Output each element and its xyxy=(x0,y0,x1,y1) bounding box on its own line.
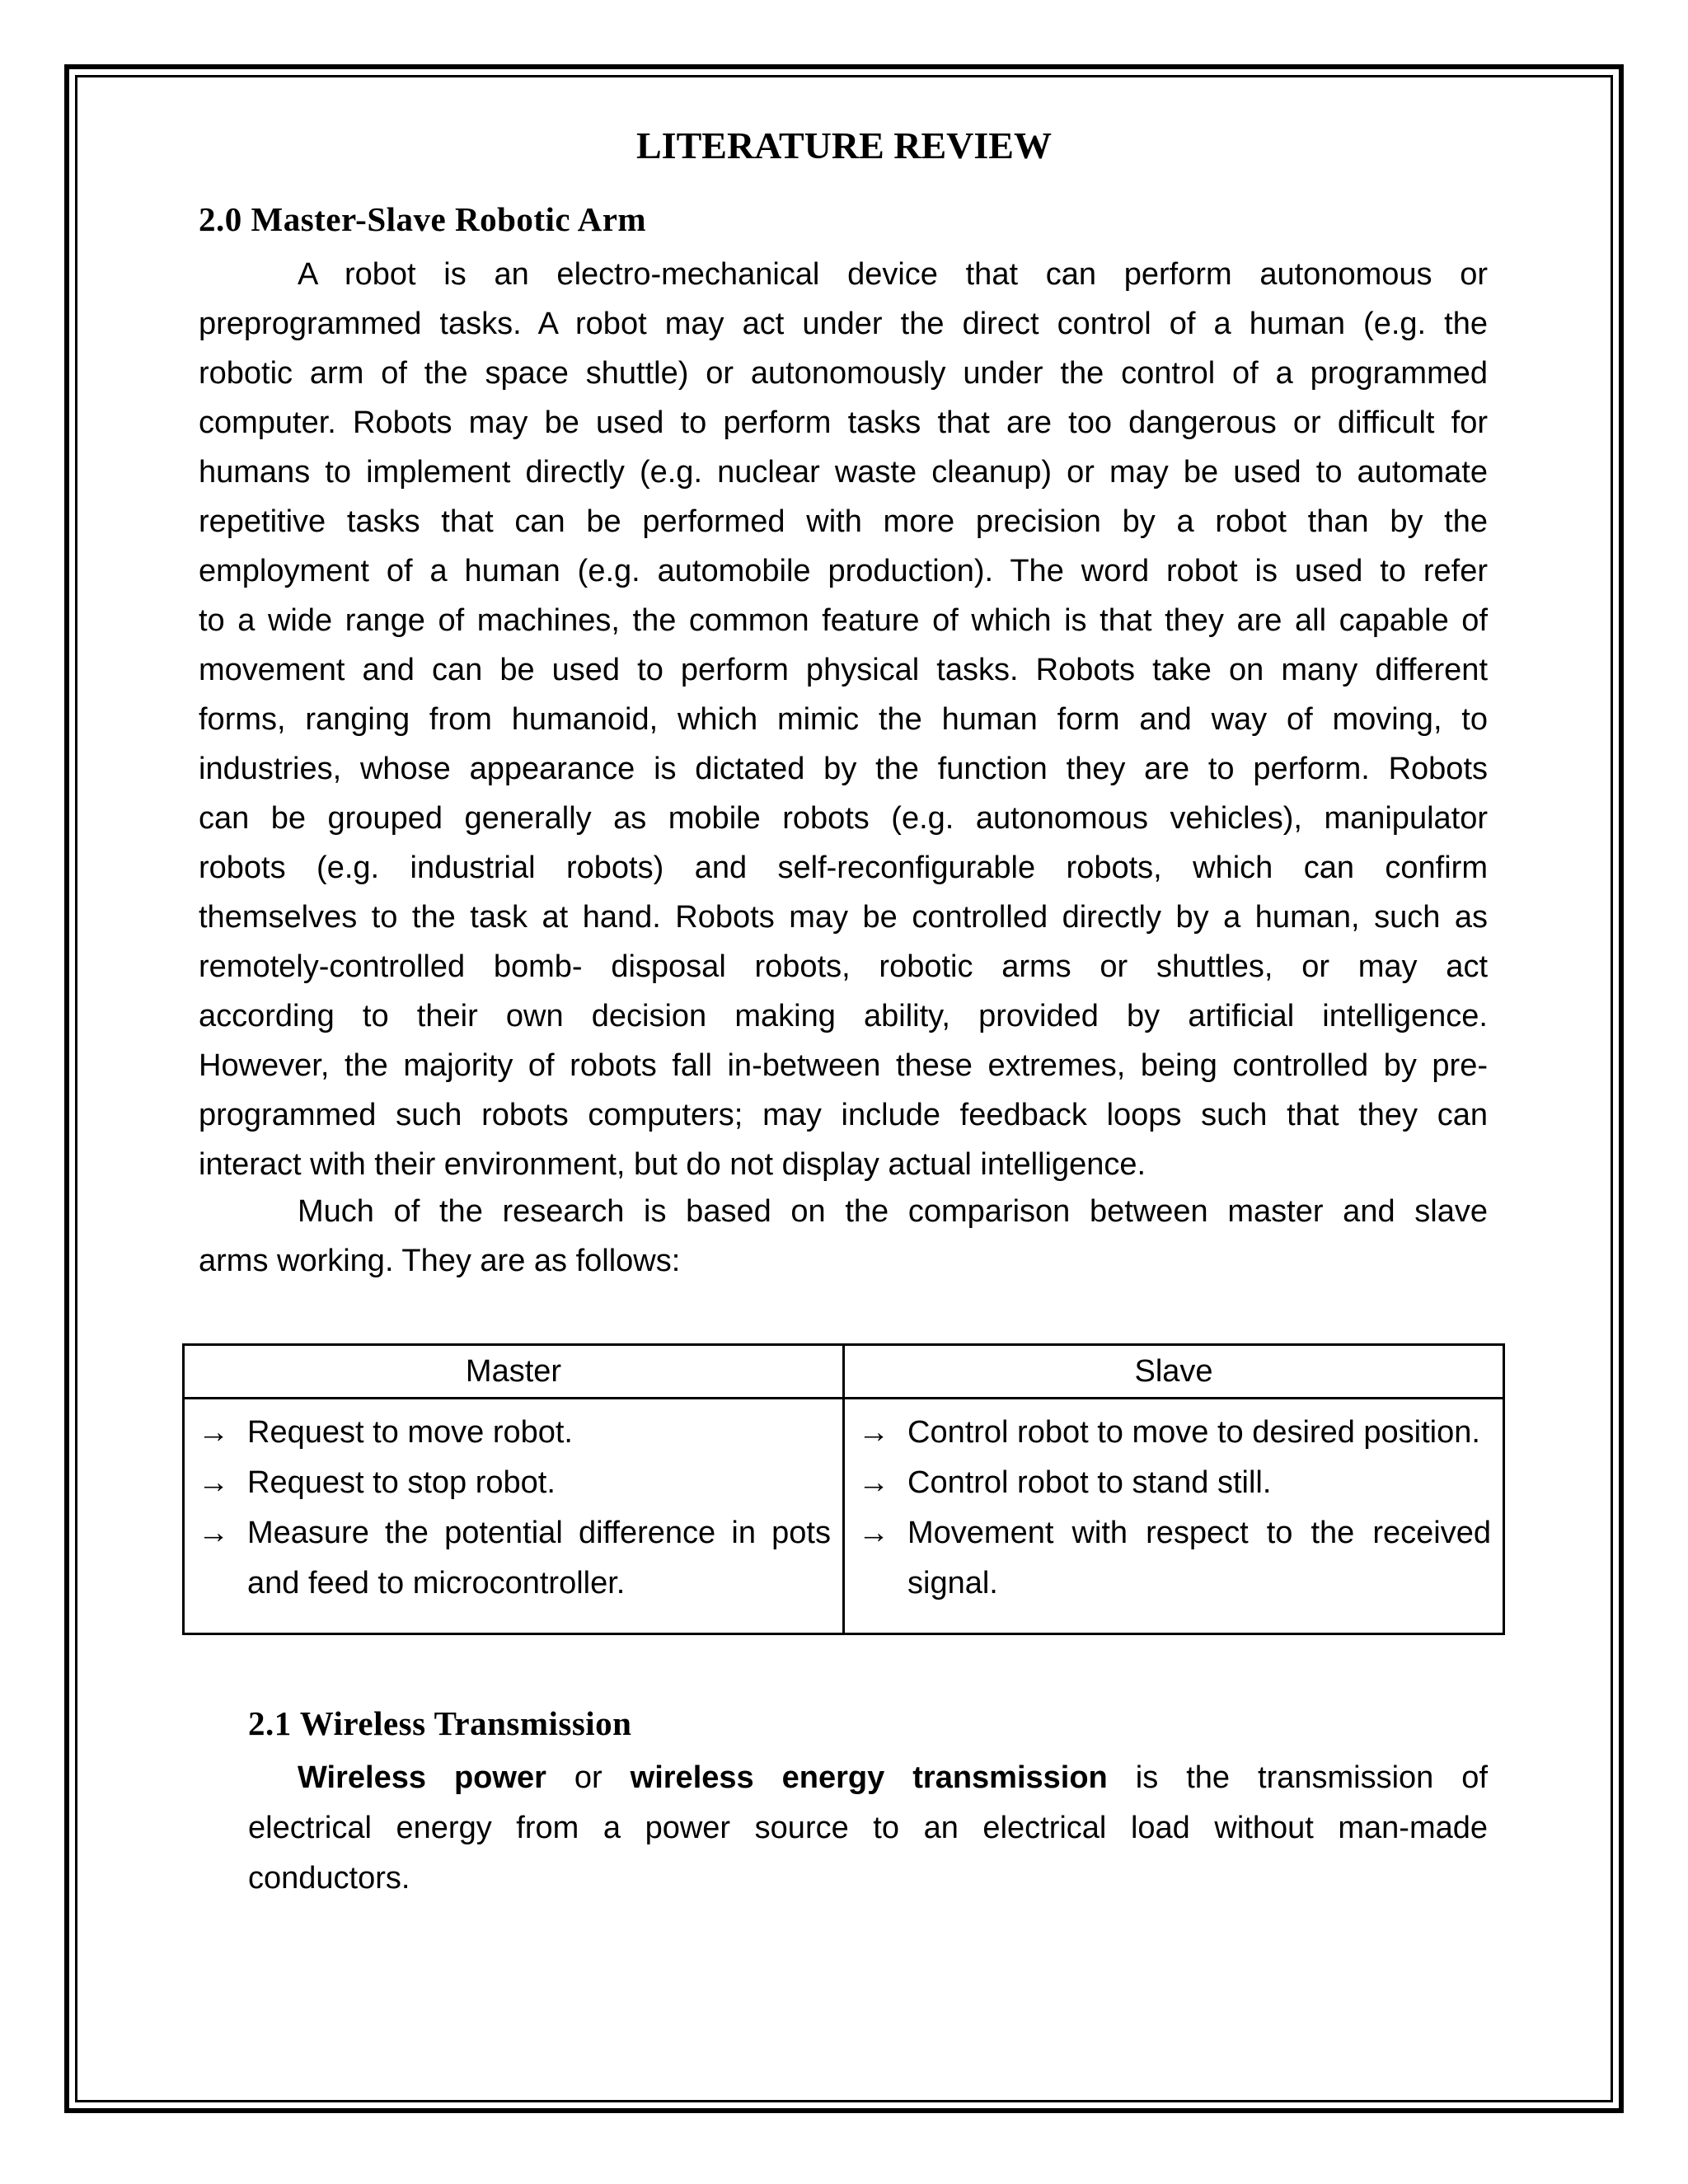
paragraph-line: can be grouped generally as mobile robots (e.g. autonomous vehicles), manipulator xyxy=(199,801,1488,836)
paragraph-line: robots (e.g. industrial robots) and self-reconfigurable robots, which can confirm xyxy=(199,851,1488,885)
arrow-right-icon: → xyxy=(858,1516,889,1550)
paragraph-line: industries, whose appearance is dictated by the function they are to perform. Robots xyxy=(199,752,1488,786)
paragraph-line: humans to implement directly (e.g. nuclear waste cleanup) or may be used to automate xyxy=(199,455,1488,490)
master-slave-table xyxy=(182,1343,1505,1635)
paragraph-wireless-power xyxy=(248,1753,1488,1904)
arrow-right-icon: → xyxy=(198,1415,229,1450)
paragraph-line: themselves to the task at hand. Robots may be controlled directly by a human, such as xyxy=(199,900,1488,935)
paragraph-line: computer. Robots may be used to perform tasks that are too dangerous or difficult for xyxy=(199,405,1488,440)
paragraph-line: remotely-controlled bomb- disposal robots, robotic arms or shuttles, or may act xyxy=(199,949,1488,984)
paragraph-line: interact with their environment, but do not display actual intelligence. xyxy=(199,1147,1146,1182)
table-header-row xyxy=(184,1345,1504,1399)
arrow-right-icon: → xyxy=(858,1465,889,1500)
paragraph-line: preprogrammed tasks. A robot may act under the direct control of a human (e.g. the xyxy=(199,307,1488,341)
arrow-right-icon: → xyxy=(198,1516,229,1550)
paragraph-line: movement and can be used to perform physical tasks. Robots take on many different xyxy=(199,653,1488,687)
section-heading-master-slave: 2.0 Master-Slave Robotic Arm xyxy=(199,200,647,238)
master-cell xyxy=(184,1399,844,1634)
paragraph-line: conductors. xyxy=(248,1861,410,1896)
paragraph-line: according to their own decision making ability, provided by artificial intelligence. xyxy=(199,999,1488,1033)
slave-cell xyxy=(844,1399,1504,1634)
table-header-master: Master xyxy=(184,1345,844,1399)
list-item: → Control robot to move to desired position. xyxy=(856,1408,1491,1458)
paragraph-line: employment of a human (e.g. automobile production). The word robot is used to refer xyxy=(199,554,1488,588)
list-item: → Request to move robot. xyxy=(196,1408,831,1458)
list-item: → Control robot to stand still. xyxy=(856,1458,1491,1508)
list-item: → Movement with respect to the received signal. xyxy=(856,1508,1491,1609)
table-row xyxy=(184,1399,1504,1634)
paragraph-comparison-intro xyxy=(199,1187,1488,1286)
paragraph-line: repetitive tasks that can be performed with more precision by a robot than by the xyxy=(199,504,1488,539)
paragraph-line: Much of the research is based on the comparison between master and slave xyxy=(298,1194,1488,1229)
list-item: → Request to stop robot. xyxy=(196,1458,831,1508)
list-item: → Measure the potential difference in pots and feed to microcontroller. xyxy=(196,1508,831,1609)
paragraph-line: forms, ranging from humanoid, which mimic the human form and way of moving, to xyxy=(199,702,1488,737)
paragraph-line: Wireless power or wireless energy transmission is the transmission of xyxy=(298,1760,1488,1795)
paragraph-line: robotic arm of the space shuttle) or autonomously under the control of a programmed xyxy=(199,356,1488,391)
paragraph-line: to a wide range of machines, the common feature of which is that they are all capable of xyxy=(199,603,1488,638)
paragraph-line: However, the majority of robots fall in-between these extremes, being controlled by pre- xyxy=(199,1048,1488,1083)
table-header-slave: Slave xyxy=(844,1345,1504,1399)
paragraph-line: A robot is an electro-mechanical device that can perform autonomous or xyxy=(298,257,1488,292)
paragraph-line: electrical energy from a power source to an electrical load without man-made xyxy=(248,1811,1488,1845)
arrow-right-icon: → xyxy=(858,1415,889,1450)
section-heading-wireless: 2.1 Wireless Transmission xyxy=(248,1704,632,1742)
paragraph-robot-definition xyxy=(199,250,1488,1189)
paragraph-line: arms working. They are as follows: xyxy=(199,1244,681,1278)
paragraph-line: programmed such robots computers; may include feedback loops such that they can xyxy=(199,1098,1488,1132)
arrow-right-icon: → xyxy=(198,1465,229,1500)
page-title: LITERATURE REVIEW xyxy=(636,124,1052,166)
